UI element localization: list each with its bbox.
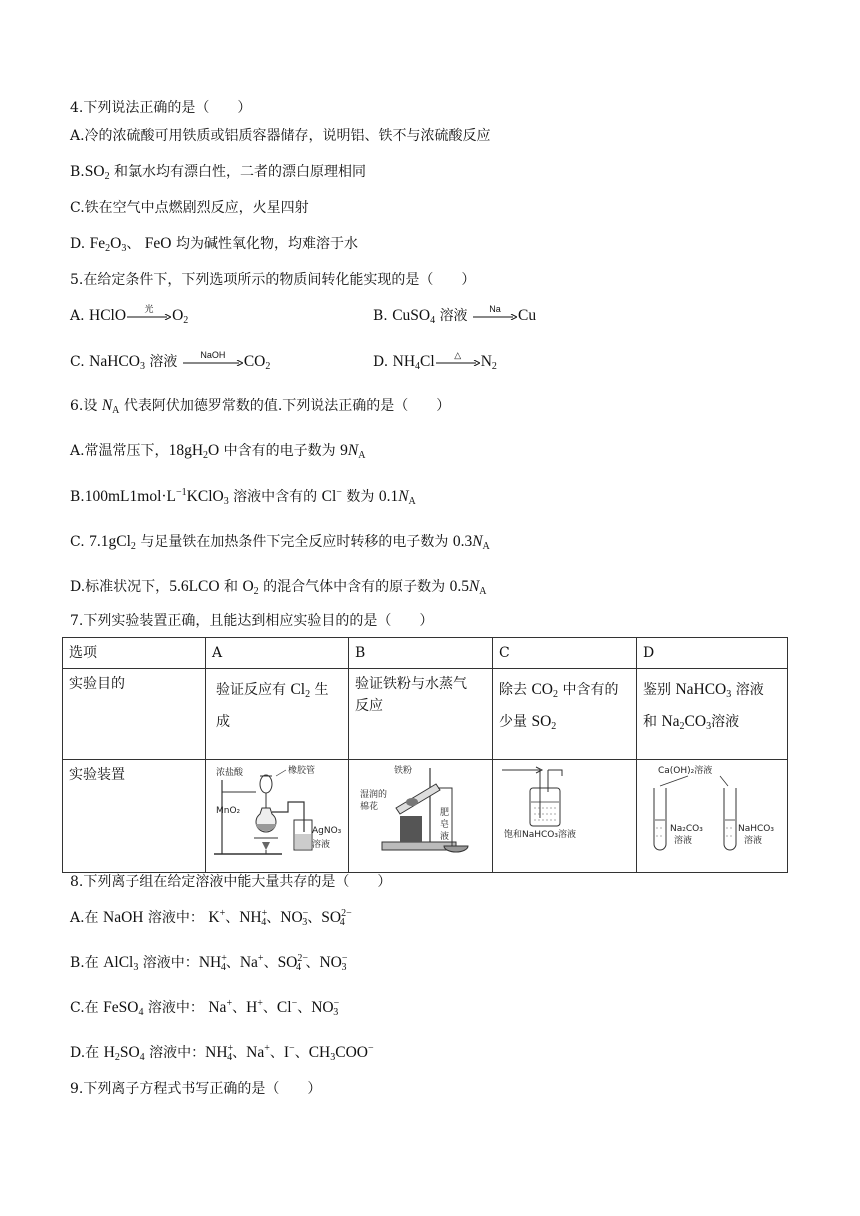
reaction-arrow-icon: NaOH — [183, 352, 243, 372]
goal-a: 验证反应有 $Cl_2$ 生 成 — [206, 669, 349, 760]
reaction-arrow-icon: 光 — [127, 306, 171, 326]
q5-option-b: B. CuSO$_4$ 溶液 Na Cu — [373, 304, 537, 326]
q5-stem: 5.在给定条件下，下列选项所示的物质间转化能实现的是（ ） — [70, 272, 476, 288]
q5-option-d: D. $NH_4Cl$ △ $N_2$ — [373, 350, 497, 372]
q6-option-b: $B.100mL1mol\cdot L^{-1}KClO_3$ 溶液中含有的 Cl− 数为 $0.1N_A$ — [70, 487, 416, 507]
reaction-arrow-icon: Na — [473, 306, 517, 326]
q4-option-a: A.冷的浓硫酸可用铁质或铝质容器储存，说明铝、铁不与浓硫酸反应 — [70, 128, 491, 144]
table-header-cell: C — [493, 638, 637, 669]
q5-option-a: A. HClO 光 $O_2$ — [70, 304, 189, 326]
q6-option-c: C. 7.1gCl$_2$ 与足量铁在加热条件下完全反应时转移的电子数为 $0.3N_A$ — [70, 533, 490, 552]
reaction-arrow-icon: △ — [436, 352, 480, 372]
goal-c: 除去 $CO_2$ 中含有的 少量 $SO_2$ — [493, 669, 637, 760]
q8-option-c: C.在 FeSO$_4$ 溶液中： Na+、H+、Cl−、$NO^-_3$ — [70, 998, 340, 1018]
q6-stem: 6.设 $N_A$ 代表阿伏加德罗常数的值.下列说法正确的是（ ） — [70, 397, 451, 416]
apparatus-b-diagram: 铁粉 湿润的 棉花 肥 皂 液 — [356, 762, 490, 862]
table-header-cell: 选项 — [63, 638, 206, 669]
table-header-cell: B — [349, 638, 493, 669]
q9-stem: 9.下列离子方程式书写正确的是（ ） — [70, 1081, 322, 1097]
q8-option-d: D.在 $H_2SO_4$ 溶液中：$NH^+_4$、Na+、I−、$CH_3COO^-$ — [70, 1043, 374, 1063]
goal-d: 鉴别 NaHCO$_3$ 溶液 和 $Na_2CO_3$溶液 — [637, 669, 788, 760]
table-header-cell: D — [637, 638, 788, 669]
q4-option-d: D. $Fe_2O_3$、 FeO 均为碱性氧化物，均难溶于水 — [70, 235, 358, 254]
q6-option-a: A.常温常压下，$18gH_2O$ 中含有的电子数为 $9N_A$ — [70, 442, 366, 461]
q8-option-b: B.在 AlCl$_3$ 溶液中：$NH^+_4$、Na+、$SO^{2-}_4$ 、$NO^-_3$ — [70, 953, 348, 973]
q4-option-c: C.铁在空气中点燃剧烈反应，火星四射 — [70, 200, 309, 216]
q8-option-a: A.在 NaOH 溶液中： K+、$NH^+_4$、$NO^-_3$、$SO^{2-}_4$ — [70, 908, 352, 928]
q7-stem: 7.下列实验装置正确，且能达到相应实验目的的是（ ） — [70, 613, 434, 629]
apparatus-d-diagram: Ca(OH)₂溶液 Na₂CO₃ 溶液 NaHCO₃ 溶液 — [640, 762, 786, 862]
q8-stem: 8.下列离子组在给定溶液中能大量共存的是（ ） — [70, 874, 392, 890]
row-label-goal: 实验目的 — [63, 669, 206, 760]
goal-b: 验证铁粉与水蒸气反应 — [349, 669, 493, 760]
q6-option-d: D.标准状况下，5.6LCO 和 $O_2$ 的混合气体中含有的原子数为 $0.5N_A$ — [70, 578, 487, 597]
apparatus-a-diagram: 浓盐酸 橡胶管 MnO₂ AgNO₃ 溶液 — [216, 766, 342, 850]
row-label-apparatus: 实验装置 — [63, 760, 206, 873]
table-header-cell: A — [206, 638, 349, 669]
q4-stem: 4.下列说法正确的是（ ） — [70, 100, 252, 116]
apparatus-c-diagram: 饱和NaHCO₃溶液 — [500, 762, 634, 862]
q4-option-b: $B.SO_2$ 和氯水均有漂白性，二者的漂白原理相同 — [70, 163, 367, 182]
q5-option-c: C. NaHCO$_3$ 溶液 NaOH $CO_2$ — [70, 350, 271, 372]
